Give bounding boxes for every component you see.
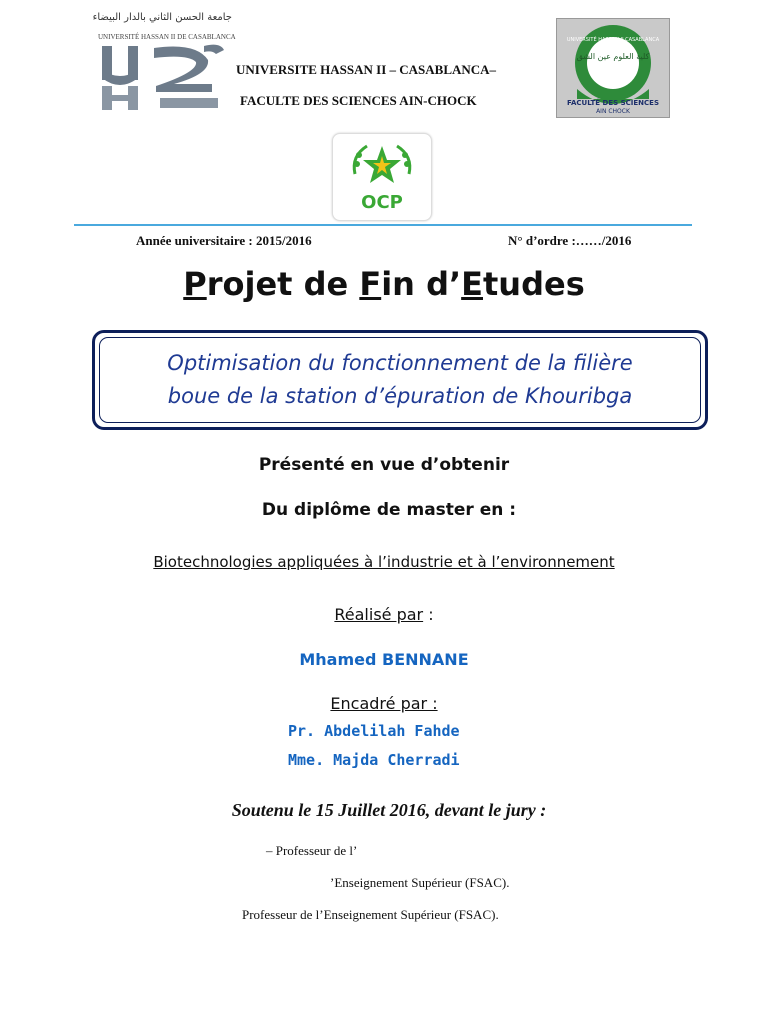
- supervisor-2: Mme. Majda Cherradi: [288, 751, 460, 769]
- title-p: P: [183, 265, 207, 303]
- supervised-by-label: Encadré par :: [330, 694, 438, 713]
- subject-line-2: boue de la station d’épuration de Khouribga: [167, 384, 633, 408]
- realized-by-colon: :: [423, 605, 434, 624]
- ocp-logo: [332, 133, 432, 221]
- fsac-caption-2: AIN CHOCK: [596, 108, 630, 115]
- fsac-caption-1: FACULTÉ DES SCIENCES: [567, 99, 659, 107]
- header-divider: [74, 224, 692, 226]
- title-f-rest: in d’: [381, 265, 462, 303]
- academic-year: Année universitaire : 2015/2016: [136, 233, 312, 248]
- supervisor-1: Pr. Abdelilah Fahde: [288, 722, 460, 740]
- jury-line-3: Professeur de l’Enseignement Supérieur (FSAC).: [242, 907, 499, 922]
- subject-line-1: Optimisation du fonctionnement de la filière: [167, 351, 633, 375]
- presented-for: Présenté en vue d’obtenir: [258, 455, 510, 475]
- uh2c-arabic-name: جامعة الحسن الثاني بالدار البيضاء: [92, 12, 232, 23]
- author-name: Mhamed BENNANE: [299, 650, 469, 669]
- faculty-name: FACULTE DES SCIENCES AIN-CHOCK: [240, 93, 477, 108]
- realized-by-text: Réalisé par: [334, 605, 424, 624]
- page-title: [0, 265, 768, 303]
- order-number: N° d’ordre :……/2016: [508, 233, 632, 248]
- ocp-star-icon: [333, 134, 431, 220]
- title-p-rest: rojet de: [206, 265, 360, 303]
- uh2c-mark-icon: [92, 12, 236, 114]
- degree-line: Du diplôme de master en :: [261, 500, 517, 520]
- defense-line: Soutenu le 15 Juillet 2016, devant le jury :: [231, 800, 547, 820]
- fsac-logo: [556, 18, 670, 118]
- title-f: F: [359, 265, 382, 303]
- title-e-rest: tudes: [483, 265, 585, 303]
- specialty: Biotechnologies appliquées à l’industrie et à l’environnement: [153, 553, 615, 571]
- uh2c-latin-name: UNIVERSITÉ HASSAN II DE CASABLANCA: [98, 33, 236, 41]
- jury-line-2: ’Enseignement Supérieur (FSAC).: [330, 875, 510, 890]
- fsac-ring-text: UNIVERSITÉ HASSAN II CASABLANCA: [566, 37, 660, 43]
- thesis-subject: [96, 347, 704, 413]
- university-name: UNIVERSITE HASSAN II – CASABLANCA–: [236, 62, 497, 77]
- fsac-seal-icon: [557, 19, 669, 117]
- title-e: E: [461, 265, 483, 303]
- fsac-arabic-text: كلية العلوم عين الشق: [576, 52, 650, 61]
- realized-by-label: [0, 605, 768, 624]
- jury-line-1: – Professeur de l’: [266, 843, 358, 858]
- ocp-text: OCP: [361, 192, 403, 213]
- uh2c-logo: [92, 12, 236, 114]
